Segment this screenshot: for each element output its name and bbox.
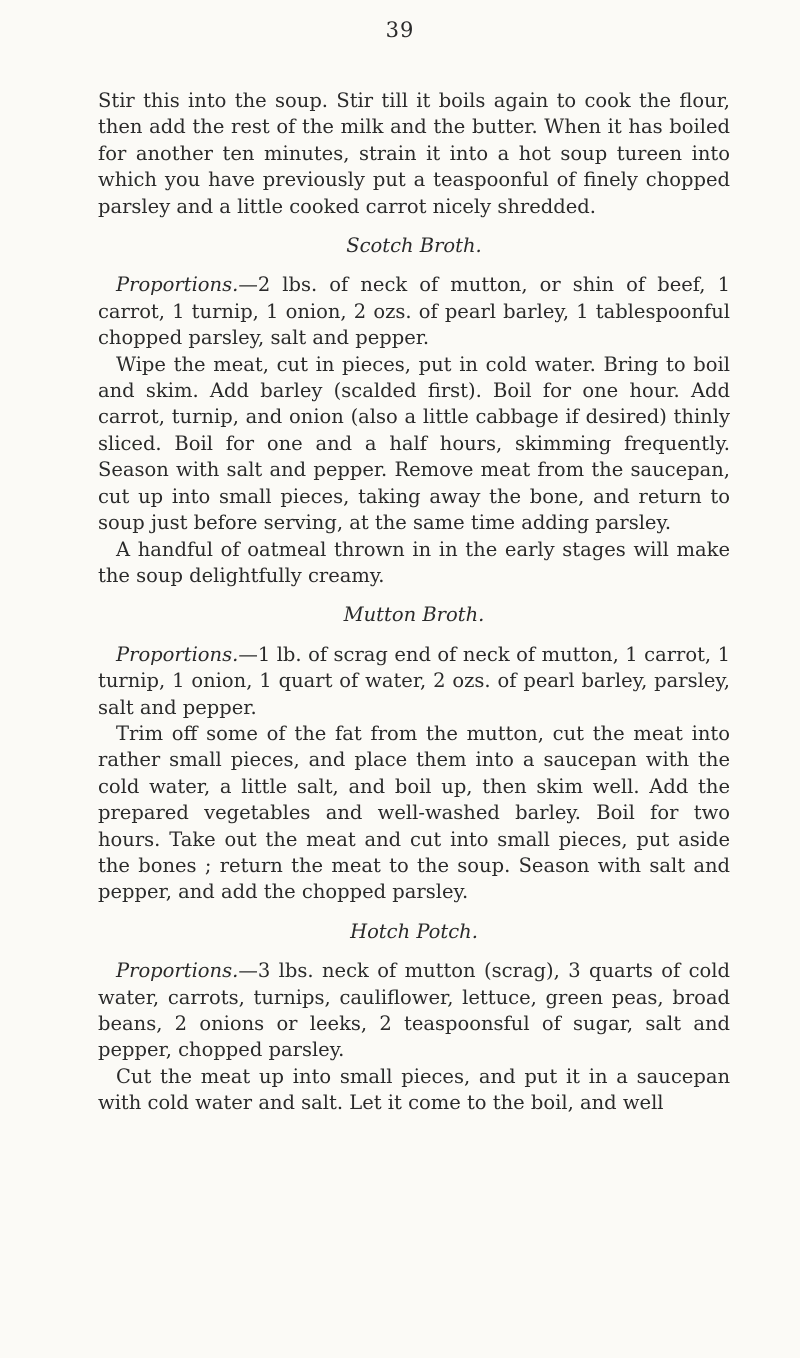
proportions-label: Proportions. [116,959,239,983]
recipe-title-scotch-broth: Scotch Broth. [346,234,482,258]
proportions-text: —2 lbs. of neck of mutton, or shin of beef, 1 carrot, 1 turnip, 1 onion, 2 ozs. of pearl barley, 1 tablespoonful chopped parsley, salt and pepper. [98,273,730,350]
recipe-title-hotch-potch: Hotch Potch. [350,919,478,943]
scotch-broth-proportions [98,272,730,351]
proportions-text: —1 lb. of scrag end of neck of mutton, 1 carrot, 1 turnip, 1 onion, 1 quart of water, 2 ozs. of pearl barley, parsley, salt and pepper. [98,642,730,719]
hotch-potch-proportions [98,958,730,1064]
page-number: 39 [385,18,415,42]
proportions-label: Proportions. [116,273,239,297]
scotch-broth-method: Wipe the meat, cut in pieces, put in cold water. Bring to boil and skim. Add barley (scalded first). Boil for one hour. Add carrot, turnip, and onion (also a little cabbage if desired) thinly sliced. Boil for one and a half hours, skimming frequently. Season with salt and pepper. Remove meat from the saucepan, cut up into small pieces, taking away the bone, and return to soup just before serving, at the same time adding parsley. [98,352,730,535]
scotch-broth-note: A handful of oatmeal thrown in in the early stages will make the soup delightfully creamy. [98,537,730,587]
hotch-potch-method: Cut the meat up into small pieces, and put it in a saucepan with cold water and salt. Let it come to the boil, and well [98,1064,730,1115]
proportions-text: —3 lbs. neck of mutton (scrag), 3 quarts of cold water, carrots, turnips, cauliflower, lettuce, green peas, broad beans, 2 onions or leeks, 2 teaspoonsful of sugar, salt and pepper, chopped parsley. [98,959,730,1062]
mutton-broth-method: Trim off some of the fat from the mutton, cut the meat into rather small pieces, and place them into a saucepan with the cold water, a little salt, and boil up, then skim well. Add the prepared vegetables and well-washed barley. Boil for two hours. Take out the meat and cut into small pieces, put aside the bones ; return the meat to the soup. Season with salt and pepper, and add the chopped parsley. [98,721,730,904]
recipe-title-mutton-broth: Mutton Broth. [343,603,485,627]
proportions-label: Proportions. [116,642,239,666]
page-body [98,88,730,1117]
intro-paragraph: Stir this into the soup. Stir till it boils again to cook the flour, then add the rest of the milk and the butter. When it has boiled for another ten minutes, strain it into a hot soup tureen into which you have previously put a teaspoonful of finely chopped parsley and a little cooked carrot nicely shredded. [98,89,730,218]
mutton-broth-proportions [98,642,730,721]
